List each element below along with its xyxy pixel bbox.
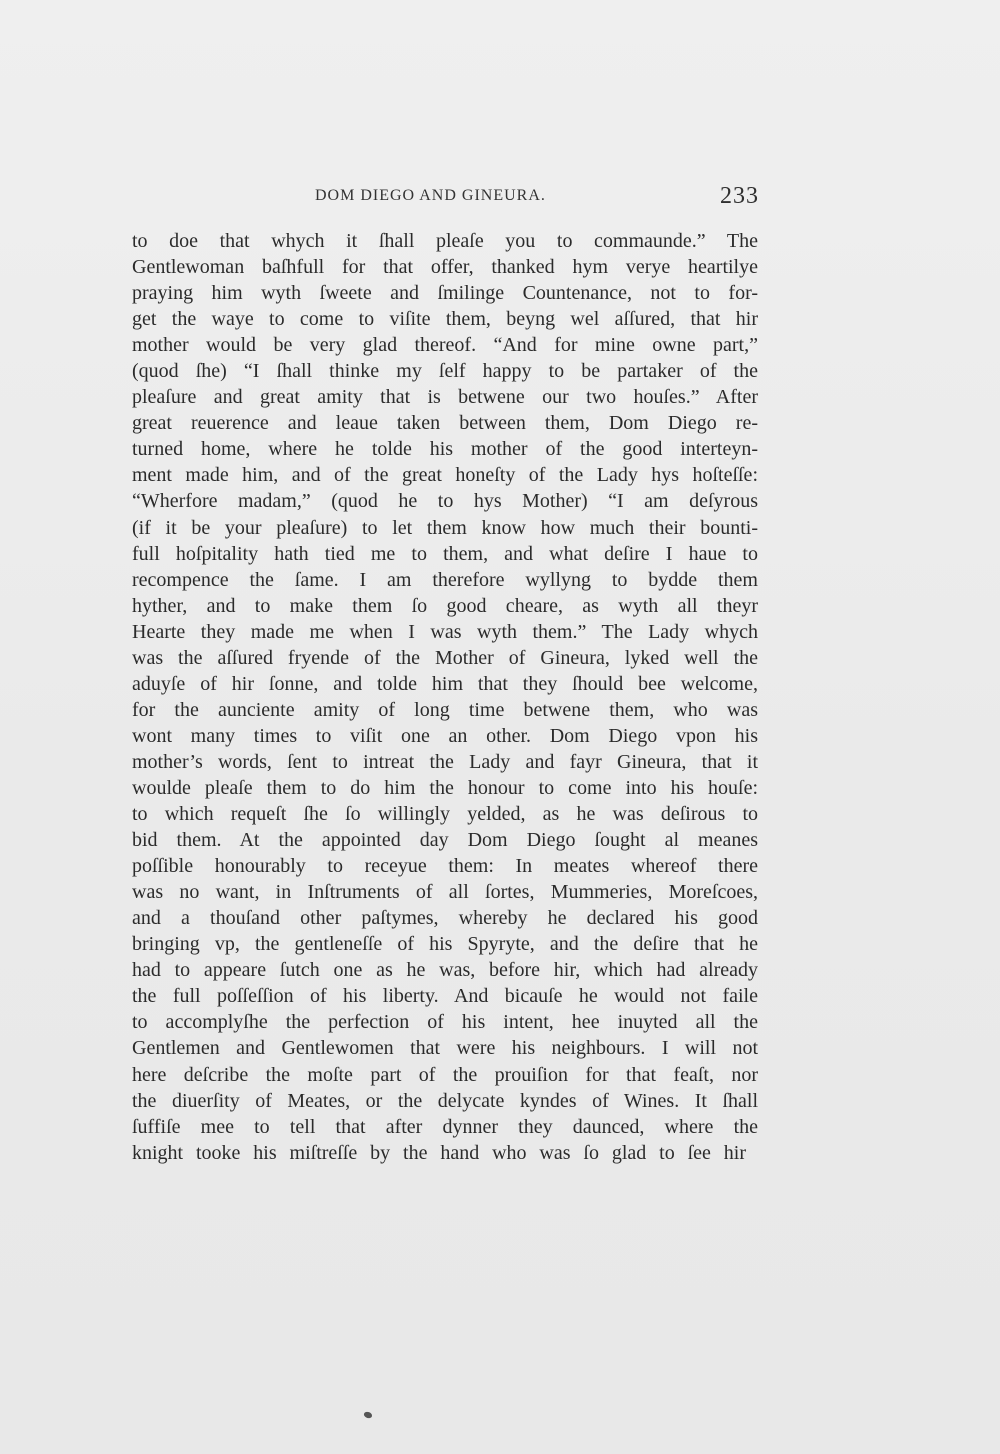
- text-line: knight tooke his miſtreſſe by the hand who was ſo glad to ſee hir: [132, 1141, 746, 1164]
- body-text: [132, 228, 758, 1166]
- text-line: and a thouſand other paſtymes, whereby he declared his good: [132, 907, 758, 930]
- text-line: mother’s words, ſent to intreat the Lady and fayr Gineura, that it: [132, 750, 758, 773]
- text-line: was no want, in Inſtruments of all ſortes, Mummeries, Moreſcoes,: [132, 881, 758, 904]
- text-line: pleaſure and great amity that is betwene our two houſes.” After: [132, 386, 758, 409]
- text-line: to which requeſt ſhe ſo willingly yelded, as he was deſirous to: [132, 803, 758, 826]
- text-line: Gentlemen and Gentlewomen that were his neighbours. I will not: [132, 1037, 758, 1060]
- text-line: (if it be your pleaſure) to let them know how much their bounti-: [132, 516, 758, 539]
- text-line: mother would be very glad thereof. “And for mine owne part,”: [132, 334, 758, 357]
- text-line: wont many times to viſit one an other. Dom Diego vpon his: [132, 724, 758, 747]
- text-line: here deſcribe the moſte part of the prouiſion for that feaſt, nor: [132, 1063, 758, 1086]
- text-line: full hoſpitality hath tied me to them, and what deſire I haue to: [132, 542, 758, 565]
- text-line: “Wherfore madam,” (quod he to hys Mother) “I am deſyrous: [132, 490, 758, 513]
- text-line: ment made him, and of the great honeſty of the Lady hys hoſteſſe:: [132, 464, 758, 487]
- text-line: (quod ſhe) “I ſhall thinke my ſelf happy to be partaker of the: [132, 360, 758, 383]
- text-line: had to appeare ſutch one as he was, before hir, which had already: [132, 959, 758, 982]
- text-line: get the waye to come to viſite them, beyng wel aſſured, that hir: [132, 308, 758, 331]
- text-line: Gentlewoman baſhfull for that offer, thanked hym verye heartilye: [132, 256, 758, 279]
- text-line: the diuerſity of Meates, or the delycate kyndes of Wines. It ſhall: [132, 1089, 758, 1112]
- text-line: to doe that whych it ſhall pleaſe you to commaunde.” The: [132, 230, 758, 252]
- text-line: praying him wyth ſweete and ſmilinge Countenance, not to for-: [132, 282, 758, 305]
- text-line: ſuffiſe mee to tell that after dynner they daunced, where the: [132, 1115, 758, 1138]
- text-line: woulde pleaſe them to do him the honour to come into his houſe:: [132, 776, 758, 799]
- text-line: poſſible honourably to receyue them: In meates whereof there: [132, 855, 758, 878]
- text-line: hyther, and to make them ſo good cheare, as wyth all theyr: [132, 594, 758, 617]
- text-line: turned home, where he tolde his mother of the good interteyn-: [132, 438, 758, 461]
- text-line: bid them. At the appointed day Dom Diego ſought al meanes: [132, 829, 758, 852]
- page-number: 233: [720, 183, 759, 209]
- text-line: to accomplyſhe the perfection of his intent, hee inuyted all the: [132, 1011, 758, 1034]
- running-head: [0, 183, 1000, 213]
- text-line: great reuerence and leaue taken between them, Dom Diego re-: [132, 412, 758, 435]
- text-line: was the aſſured fryende of the Mother of Gineura, lyked well the: [132, 646, 758, 669]
- text-line: Hearte they made me when I was wyth them.” The Lady whych: [132, 620, 758, 643]
- text-line: recompence the ſame. I am therefore wyllyng to bydde them: [132, 568, 758, 591]
- ink-speck: [363, 1411, 373, 1420]
- running-title: DOM DIEGO AND GINEURA.: [315, 187, 546, 204]
- text-line: aduyſe of hir ſonne, and tolde him that they ſhould bee welcome,: [132, 672, 758, 695]
- text-line: bringing vp, the gentleneſſe of his Spyryte, and the deſire that he: [132, 933, 758, 956]
- text-line: for the aunciente amity of long time betwene them, who was: [132, 698, 758, 721]
- text-line: the full poſſeſſion of his liberty. And bicauſe he would not faile: [132, 985, 758, 1008]
